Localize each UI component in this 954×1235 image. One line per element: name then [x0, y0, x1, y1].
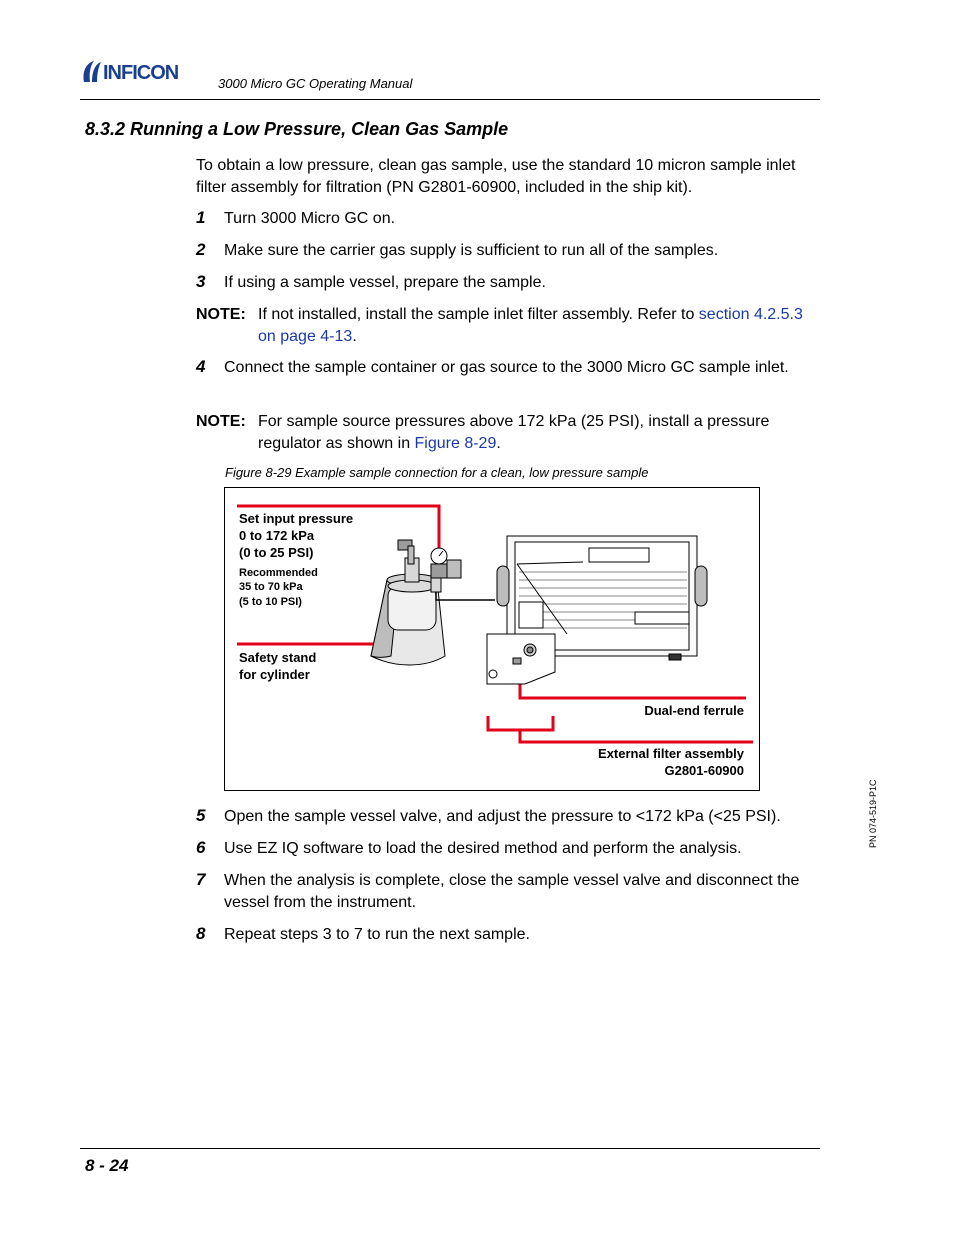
footer-rule: [80, 1148, 820, 1149]
label-filter-part-number: G2801-60900: [664, 763, 744, 778]
step-text: Repeat steps 3 to 7 to run the next sample.: [224, 926, 530, 943]
note-end: .: [496, 435, 501, 452]
step-number: 7: [196, 870, 206, 889]
step-number: 8: [196, 924, 206, 943]
step-number: 1: [196, 208, 206, 227]
label-set-pressure-psi: (0 to 25 PSI): [239, 545, 314, 560]
step-text: When the analysis is complete, close the sample vessel valve and disconnect the vessel from the instrument.: [224, 872, 800, 911]
intro-paragraph: To obtain a low pressure, clean gas sample, use the standard 10 micron sample inlet filter assembly for filtration (PN G2801-60900, included in the ship kit).: [196, 157, 796, 196]
step-number: 4: [196, 357, 206, 376]
inficon-logo: [80, 58, 196, 84]
note-body: If not installed, install the sample inlet filter assembly. Refer to: [258, 306, 699, 323]
note-text: [258, 411, 818, 455]
step-text: Turn 3000 Micro GC on.: [224, 210, 396, 227]
note-body: For sample source pressures above 172 kPa (25 PSI), install a pressure regulator as shown in: [258, 413, 770, 452]
header-rule: [80, 99, 820, 100]
manual-title: 3000 Micro GC Operating Manual: [218, 76, 413, 91]
pressure-regulator: [431, 548, 461, 592]
note-label: NOTE:: [196, 306, 246, 323]
step-text: Use EZ IQ software to load the desired method and perform the analysis.: [224, 840, 742, 857]
label-for-cylinder: for cylinder: [239, 667, 310, 682]
figure-sample-connection: [224, 487, 760, 791]
figure-link[interactable]: Figure 8-29: [414, 435, 497, 452]
step-number: 5: [196, 806, 206, 825]
label-external-filter: External filter assembly: [598, 746, 744, 761]
inlet-detail: [487, 634, 555, 684]
note-end: .: [352, 328, 357, 345]
label-recommended: Recommended: [239, 567, 318, 579]
section-link[interactable]: section 4.2.5.3 on page 4-13: [258, 306, 803, 345]
step-number: 6: [196, 838, 206, 857]
label-set-pressure: Set input pressure: [239, 511, 354, 526]
part-number: PN 074-519-P1C: [868, 779, 878, 848]
step-text: Connect the sample container or gas source to the 3000 Micro GC sample inlet.: [224, 359, 789, 376]
label-set-pressure-kpa: 0 to 172 kPa: [239, 528, 315, 543]
tubing: [436, 592, 495, 600]
step-number: 2: [196, 240, 206, 259]
note-label: NOTE:: [196, 413, 246, 430]
label-safety-stand: Safety stand: [239, 650, 317, 665]
step-number: 3: [196, 272, 206, 291]
page-number: 8 - 24: [85, 1156, 129, 1175]
label-recommended-kpa: 35 to 70 kPa: [239, 581, 303, 593]
step-text: Open the sample vessel valve, and adjust the pressure to <172 kPa (<25 PSI).: [224, 808, 781, 825]
note-text: [258, 304, 818, 348]
figure-caption: Figure 8-29 Example sample connection for a clean, low pressure sample: [225, 465, 649, 480]
step-text: Make sure the carrier gas supply is sufficient to run all of the samples.: [224, 242, 719, 259]
step-text: If using a sample vessel, prepare the sample.: [224, 274, 546, 291]
section-title: 8.3.2 Running a Low Pressure, Clean Gas Sample: [85, 119, 509, 139]
label-recommended-psi: (5 to 10 PSI): [239, 596, 302, 608]
label-dual-end-ferrule: Dual-end ferrule: [644, 703, 744, 718]
logo-text: INFICON: [103, 62, 179, 84]
